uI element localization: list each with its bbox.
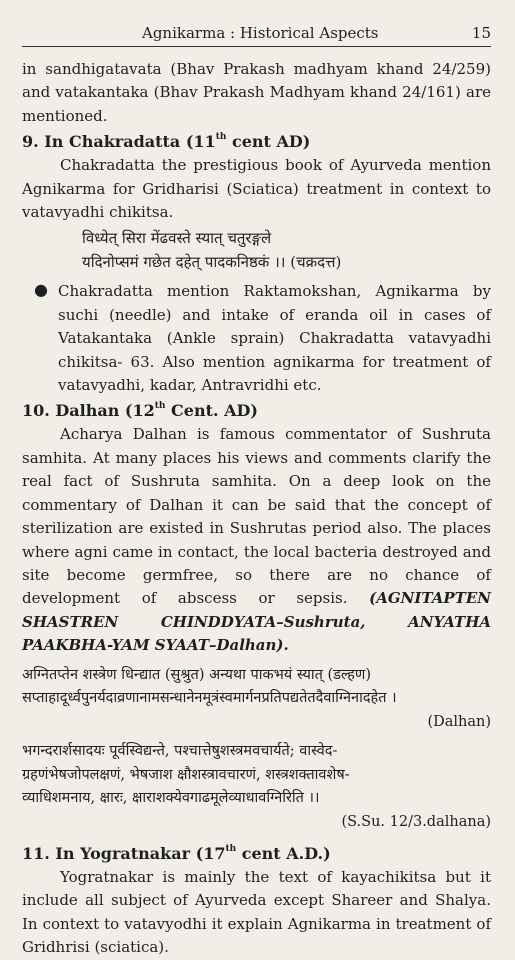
s10-heading-text: 10. Dalhan (12 [22, 401, 155, 421]
page-body [22, 58, 491, 960]
s10-heading-sup: th [154, 401, 166, 412]
intro-paragraph: in sandhigatavata (Bhav Prakash madhyam khand 24/259) and vatakantaka (Bhav Prakash Madhyam khand 24/161) are mentioned. [22, 60, 491, 125]
s10-reference-1: (Dalhan) [427, 713, 491, 730]
s9-heading-tail: cent AD) [226, 132, 311, 152]
s11-heading-text: 11. In Yogratnakar (17 [22, 844, 226, 864]
section-11-paragraph: Yogratnakar is mainly the text of kayachikitsa but it include all subject of Ayurveda except Shareer and Shalya. In context to vatavyodhi it explain Agnikarma in treatment of Gridhrisi (sciatica). [22, 868, 491, 957]
s10-sanskrit-block-1 [22, 664, 491, 735]
bullet-icon: ● [34, 280, 48, 300]
section-10-heading [22, 399, 491, 423]
s9-bullet-item [22, 280, 491, 397]
s10-reference-2: (S.Su. 12/3.dalhana) [341, 813, 491, 830]
s11-heading-tail: cent A.D.) [236, 844, 331, 864]
header-title: Agnikarma : Historical Aspects [142, 24, 379, 42]
s10-sanskrit-line-3: भगन्दरार्शसादयः पूर्वस्विद्यन्ते, पश्चात्तेषुशस्त्रमवचार्यते; वास्वेद- [22, 743, 338, 760]
s9-verse-line-1: विध्येत् सिरा मेंढवस्ते स्यात् चतुरङ्गले [82, 229, 272, 248]
section-10-paragraph [22, 423, 491, 657]
s10-sanskrit-line-1: अग्नितप्तेन शस्त्रेण धिन्द्यात (सुश्रुत) अन्यथा पाकभयं स्यात् (डल्हण) [22, 666, 372, 683]
section-9-paragraph: Chakradatta the prestigious book of Ayurveda mention Agnikarma for Gridharisi (Sciatica) treatment in context to vatavyadhi chikitsa. [22, 156, 491, 222]
s10-sanskrit-line-4: ग्रहणंभेषजोपलक्षणं, भेषजाश क्षौशस्त्रावचारणं, शस्त्रशक्तावशेष- [22, 766, 350, 783]
s9-heading-text: 9. In Chakradatta (11 [22, 132, 216, 152]
s9-verse-line-2: यदिनोप्समं गछेत दहेत् पादकनिष्ठकं ।। (चक्रदत्त) [82, 252, 342, 271]
s9-heading-sup: th [215, 132, 227, 143]
s10-sanskrit-line-5: व्याधिशमनाय, क्षारः, क्षाराशक्येवगाढमूलेव्याधावग्निरिति ।। [22, 790, 320, 807]
page-number: 15 [471, 24, 491, 42]
s10-heading-tail: Cent. AD) [165, 401, 258, 421]
s11-heading-sup: th [225, 844, 237, 855]
section-11-heading [22, 842, 491, 866]
running-header [22, 22, 491, 47]
s9-bullet-text: Chakradatta mention Raktamokshan, Agnikarma by suchi (needle) and intake of eranda oil in cases of Vatakantaka (Ankle sprain) Chakradatta vatavyadhi chikitsa- 63. Also mention agnikarma for treatment of vatavyadhi, kadar, Antravridhi etc. [58, 282, 491, 395]
s10-para-text: Acharya Dalhan is famous commentator of Sushruta samhita. At many places his views and comments clarify the real fact of Sushruta samhita. On a deep look on the commentary of Dalhan it can be said that the concept of sterilization are existed in Sushrutas period also. The places where agni came in contact, the local bacteria destroyed and site become germfree, so there are no chance of development of abscess or sepsis. [22, 425, 491, 608]
s10-para-italic: (AGNITAPTEN SHASTREN CHINDDYATA–Sushruta, ANYATHA PAAKBHA-YAM SYAAT–Dalhan). [22, 589, 491, 655]
s9-verse [22, 227, 491, 274]
s10-sanskrit-line-2: सप्ताहादूर्ध्वपुनर्यदाव्रणानामसन्धानेनमूत्रंस्वमार्गनप्रतिपद्यतेतदैवाग्निनादहेत । [22, 690, 397, 707]
s10-sanskrit-block-2 [22, 740, 491, 834]
section-9-heading [22, 130, 491, 154]
